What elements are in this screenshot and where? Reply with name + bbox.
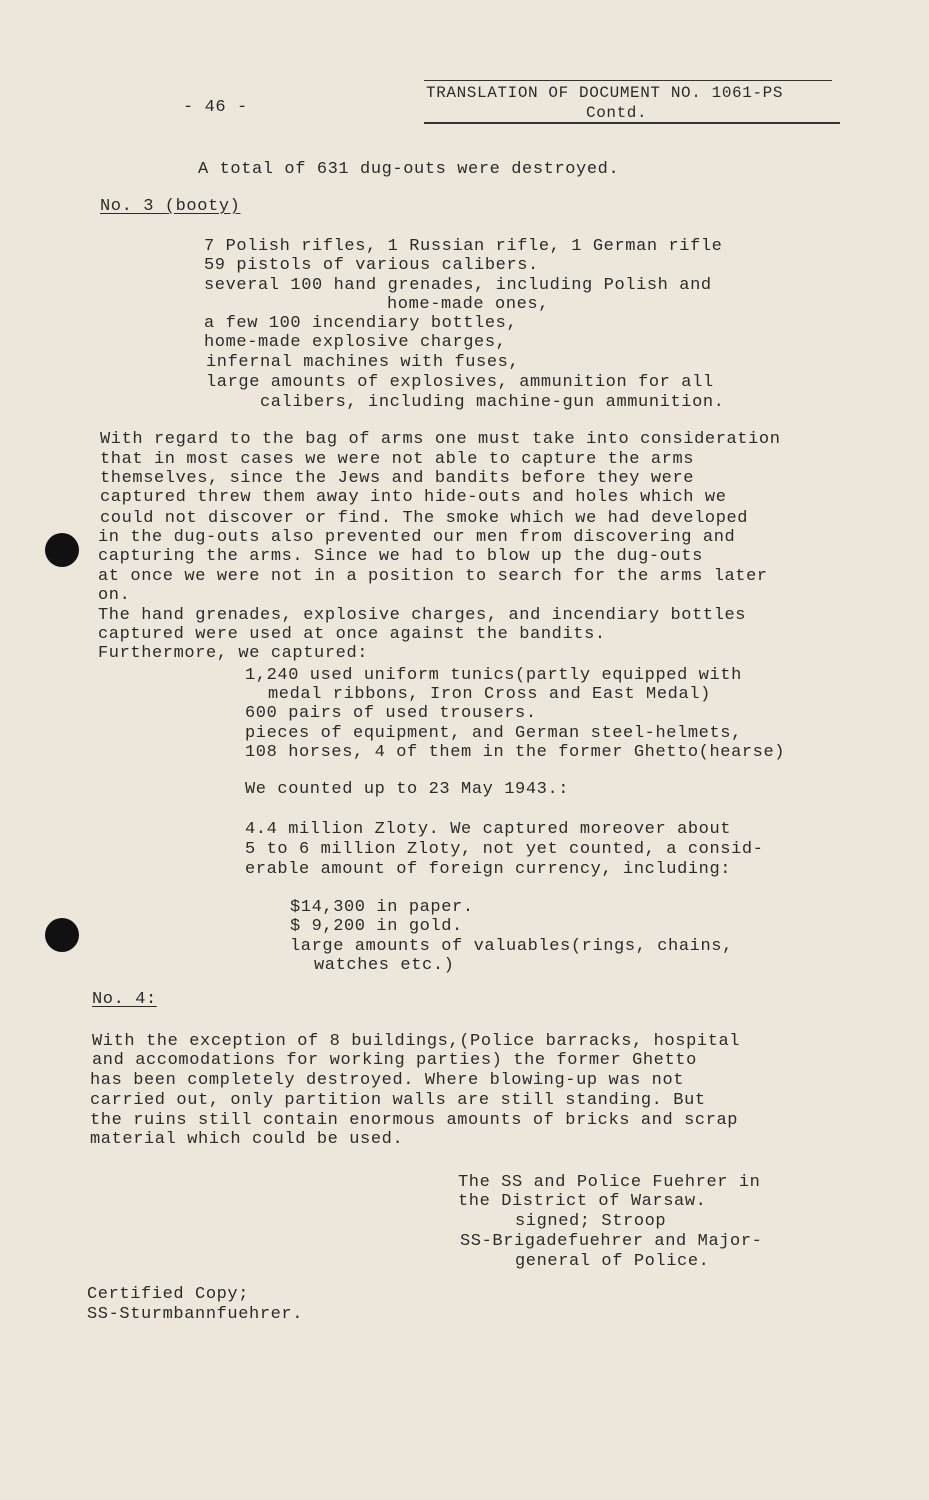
booty-line: a few 100 incendiary bottles, [204, 314, 518, 333]
paragraph-line: captured were used at once against the bandits. [98, 625, 606, 644]
header-top-rule [424, 80, 832, 81]
money-line: 4.4 million Zloty. We captured moreover about [245, 820, 732, 839]
captured-line: pieces of equipment, and German steel-helmets, [245, 724, 742, 743]
paragraph-line: With regard to the bag of arms one must take into consideration [100, 430, 781, 449]
booty-line: large amounts of explosives, ammunition for all [206, 373, 714, 392]
booty-line: several 100 hand grenades, including Polish and [204, 276, 712, 295]
signature-line: signed; Stroop [515, 1212, 667, 1231]
paragraph-line: Furthermore, we captured: [98, 644, 369, 663]
paragraph-line: captured threw them away into hide-outs and holes which we [100, 488, 727, 507]
currency-line: watches etc.) [314, 956, 455, 975]
certification-line: Certified Copy; [87, 1285, 250, 1304]
paragraph-line: capturing the arms. Since we had to blow up the dug-outs [98, 547, 703, 566]
captured-line: medal ribbons, Iron Cross and East Medal) [268, 685, 711, 704]
paragraph-line: With the exception of 8 buildings,(Police barracks, hospital [92, 1032, 741, 1051]
section-3-heading: No. 3 (booty) [100, 197, 241, 216]
paragraph-line: at once we were not in a position to search for the arms later [98, 567, 768, 586]
signature-line: the District of Warsaw. [458, 1192, 707, 1211]
booty-line: infernal machines with fuses, [206, 353, 520, 372]
page-number: - 46 - [183, 98, 248, 117]
paragraph-line: that in most cases we were not able to capture the arms [100, 450, 695, 469]
money-line: erable amount of foreign currency, including: [245, 860, 732, 879]
header-bottom-rule [424, 122, 840, 124]
currency-line: $ 9,200 in gold. [290, 917, 463, 936]
counted-line: We counted up to 23 May 1943.: [245, 780, 570, 799]
signature-line: general of Police. [515, 1252, 710, 1271]
booty-line: 59 pistols of various calibers. [204, 256, 539, 275]
punch-hole-bottom [45, 918, 79, 952]
booty-line: home-made ones, [387, 295, 550, 314]
currency-line: $14,300 in paper. [290, 898, 474, 917]
captured-line: 1,240 used uniform tunics(partly equipped with [245, 666, 742, 685]
contd-label: Contd. [586, 104, 648, 122]
paragraph-line: has been completely destroyed. Where blowing-up was not [90, 1071, 685, 1090]
paragraph-line: on. [98, 586, 131, 605]
currency-line: large amounts of valuables(rings, chains, [290, 937, 733, 956]
intro-line: A total of 631 dug-outs were destroyed. [198, 160, 620, 179]
paragraph-line: the ruins still contain enormous amounts of bricks and scrap [90, 1111, 739, 1130]
booty-line: home-made explosive charges, [204, 333, 507, 352]
certification-line: SS-Sturmbannfuehrer. [87, 1305, 304, 1324]
paragraph-line: themselves, since the Jews and bandits before they were [100, 469, 695, 488]
punch-hole-top [45, 533, 79, 567]
captured-line: 600 pairs of used trousers. [245, 704, 537, 723]
captured-line: 108 horses, 4 of them in the former Ghetto(hearse) [245, 743, 786, 762]
paragraph-line: could not discover or find. The smoke which we had developed [100, 509, 749, 528]
paragraph-line: in the dug-outs also prevented our men from discovering and [98, 528, 736, 547]
signature-line: The SS and Police Fuehrer in [458, 1173, 761, 1192]
booty-line: calibers, including machine-gun ammunition. [260, 393, 725, 412]
booty-line: 7 Polish rifles, 1 Russian rifle, 1 German rifle [204, 237, 723, 256]
paragraph-line: The hand grenades, explosive charges, and incendiary bottles [98, 606, 747, 625]
paragraph-line: and accomodations for working parties) the former Ghetto [92, 1051, 697, 1070]
document-title: TRANSLATION OF DOCUMENT NO. 1061-PS [426, 84, 784, 102]
money-line: 5 to 6 million Zloty, not yet counted, a consid- [245, 840, 764, 859]
section-4-heading: No. 4: [92, 990, 157, 1009]
paragraph-line: carried out, only partition walls are still standing. But [90, 1091, 706, 1110]
signature-line: SS-Brigadefuehrer and Major- [460, 1232, 763, 1251]
paragraph-line: material which could be used. [90, 1130, 404, 1149]
